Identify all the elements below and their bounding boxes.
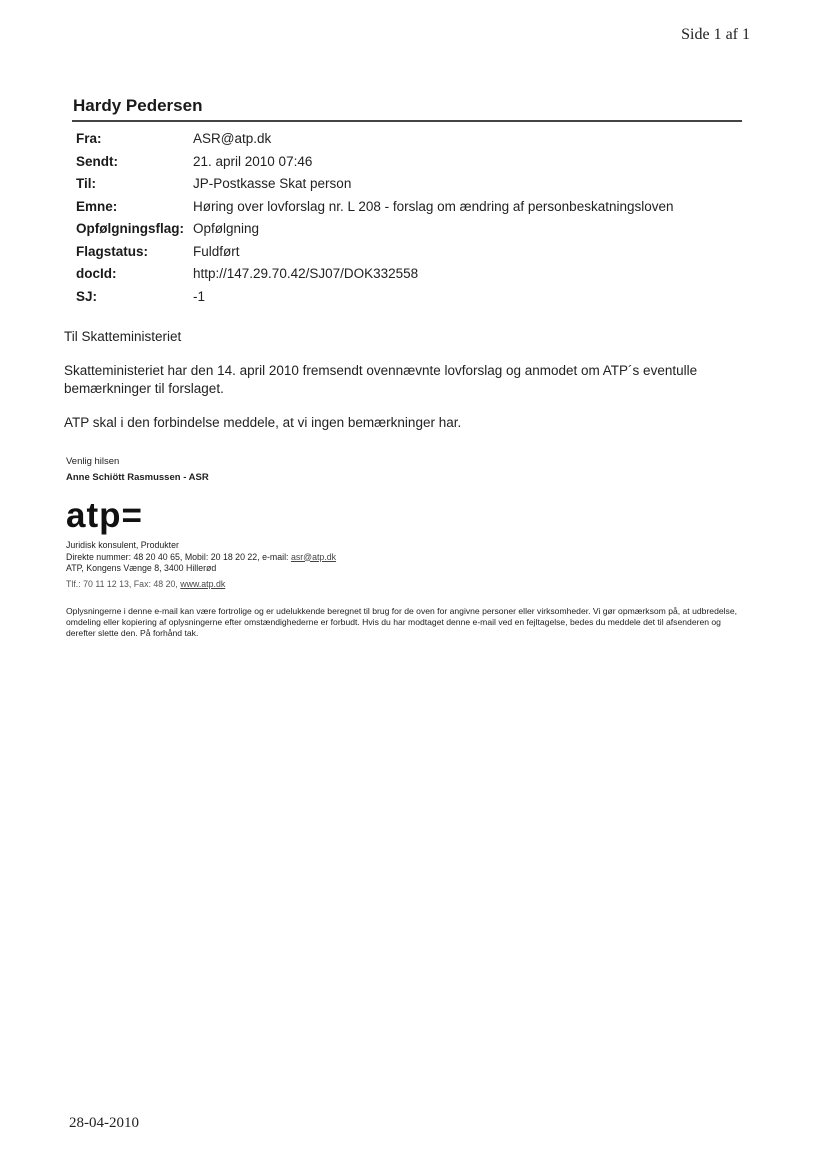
- meta-value-followup-flag: Opfølgning: [193, 221, 260, 236]
- meta-label: SJ:: [76, 288, 98, 304]
- signature-website-link[interactable]: www.atp.dk: [180, 579, 226, 589]
- header-divider: [72, 120, 742, 122]
- meta-label: Opfølgningsflag:: [76, 221, 184, 236]
- signature-address: ATP, Kongens Vænge 8, 3400 Hillerød: [66, 563, 217, 573]
- meta-row-sent: [76, 154, 674, 177]
- body-paragraph-1: Skatteministeriet har den 14. april 2010 fremsendt ovennævnte lovforslag og anmodet om ATP´s eventulle bemærkninger til forslaget.: [64, 363, 698, 396]
- meta-value-to: JP-Postkasse Skat person: [193, 176, 352, 191]
- meta-row-to: [76, 176, 674, 199]
- meta-value-from: ASR@atp.dk: [193, 131, 272, 146]
- atp-logo: atp=: [66, 496, 143, 535]
- meta-label: docId:: [76, 266, 117, 281]
- meta-value-docid: http://147.29.70.42/SJ07/DOK332558: [193, 266, 419, 281]
- signature-greeting: Venlig hilsen: [66, 456, 120, 467]
- meta-value-sent: 21. april 2010 07:46: [193, 153, 313, 169]
- signature-phone-fax: Tlf.: 70 11 12 13, Fax: 48 20,: [66, 579, 181, 589]
- signature-direct-numbers: Direkte nummer: 48 20 40 65, Mobil: 20 18 20 22, e-mail:: [66, 551, 291, 562]
- body-greeting: Til Skatteministeriet: [64, 329, 182, 344]
- meta-value-sj: -1: [193, 288, 206, 304]
- signature-email-link[interactable]: asr@atp.dk: [290, 551, 337, 562]
- signature-direct-line: [66, 552, 336, 564]
- meta-label: Fra:: [76, 131, 102, 146]
- signature-title: Juridisk konsulent, Produkter: [66, 540, 179, 550]
- meta-label: Flagstatus:: [76, 243, 149, 259]
- page-number: Side 1 af 1: [681, 26, 750, 43]
- meta-row-docid: [76, 266, 674, 289]
- meta-value-subject: Høring over lovforslag nr. L 208 - forslag om ændring af personbeskatningsloven: [193, 198, 674, 214]
- meta-label: Emne:: [76, 198, 118, 214]
- meta-value-flag-status: Fuldført: [193, 243, 240, 259]
- email-metadata-table: [76, 131, 674, 311]
- meta-row-flag-status: [76, 244, 674, 267]
- signature-name: Anne Schiött Rasmussen - ASR: [66, 472, 209, 483]
- meta-row-subject: [76, 199, 674, 222]
- confidentiality-disclaimer: Oplysningerne i denne e-mail kan være fortrolige og er udelukkende beregnet til brug for de oven for angivne personer eller virksomheder. Vi gør opmærksom på, at udbredelse, omdeling eller kopiering af oplysningerne efter omstændighederne er forbudt. Hvis du har modtaget denne e-mail ved en fejltagelse, bedes du meddele det til afsenderen og derefter slette den. På forhånd tak.: [66, 606, 737, 638]
- meta-row-sj: [76, 289, 674, 312]
- body-paragraph-2: ATP skal i den forbindelse meddele, at vi ingen bemærkninger har.: [64, 415, 462, 430]
- meta-row-from: [76, 131, 674, 154]
- meta-label: Til:: [76, 176, 96, 191]
- sender-name: Hardy Pedersen: [73, 96, 203, 115]
- meta-row-followup-flag: [76, 221, 674, 244]
- meta-label: Sendt:: [76, 153, 118, 169]
- footer-date: 28-04-2010: [69, 1115, 139, 1131]
- signature-phones: [66, 579, 225, 589]
- signature-contact: [66, 540, 336, 575]
